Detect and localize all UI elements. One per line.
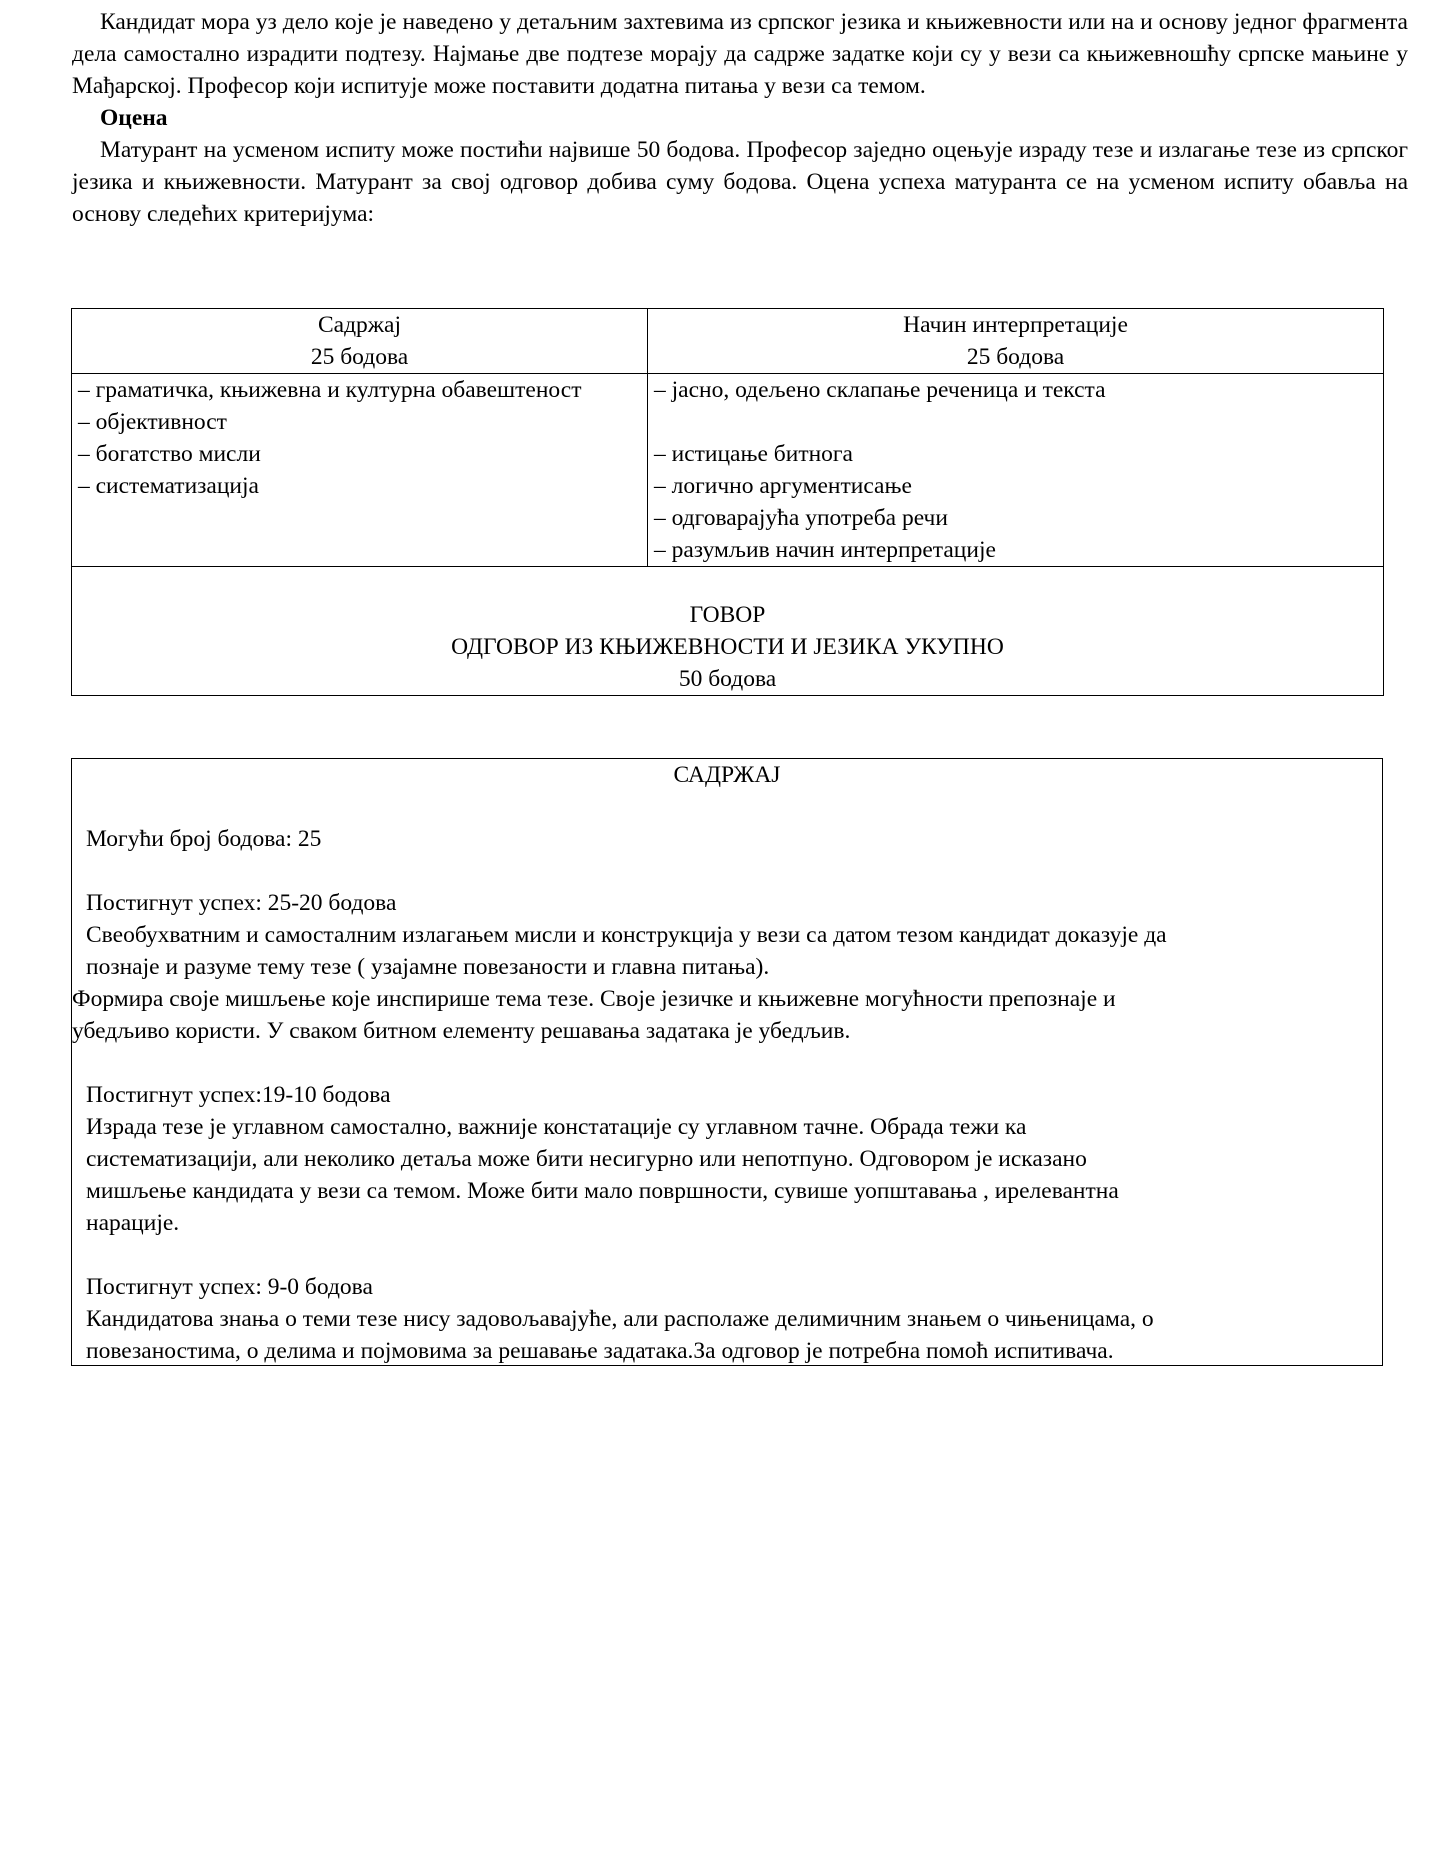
total-line-2: ОДГОВОР ИЗ КЊИЖЕВНОСТИ И ЈЕЗИКА УКУПНО xyxy=(451,634,1004,660)
level-text-line: нарације. xyxy=(86,1210,180,1236)
grading-heading: Оцена xyxy=(100,105,168,131)
level-text-line: мишљење кандидата у вези са темом. Може бити мало површности, сувише уопштавања , ирелевантна xyxy=(86,1178,1119,1204)
level-text-line: познаје и разуме тему тезе ( узајамне повезаности и главна питања). xyxy=(86,954,770,980)
list-item: – логично аргументисање xyxy=(654,473,912,499)
level-text-line: Израда тезе је углавном самостално, важније констатације су углавном тачне. Обрада тежи ка xyxy=(86,1114,1027,1140)
level-text-line: систематизацији, али неколико детаља може бити несигурно или непотпуно. Одговором је исказано xyxy=(86,1146,1087,1172)
interpretation-criteria-list xyxy=(648,374,1384,567)
content-box-title: САДРЖАЈ xyxy=(673,762,781,788)
list-item: – одговарајућа употреба речи xyxy=(654,505,948,531)
criteria-table xyxy=(71,308,1384,696)
list-item: – богатство мисли xyxy=(78,441,261,467)
list-item: – систематизација xyxy=(78,473,259,499)
level-block-high xyxy=(72,887,1368,1047)
list-item: – разумљив начин интерпретације xyxy=(654,537,996,563)
list-item xyxy=(654,406,1377,438)
level-block-mid xyxy=(86,1079,1368,1239)
list-item: – граматичка, књижевна и културна обавештеност xyxy=(78,377,582,403)
interpretation-column-points: 25 бодова xyxy=(966,344,1065,370)
total-line-3: 50 бодова xyxy=(678,666,777,692)
max-points-block xyxy=(86,823,1368,855)
intro-paragraph: Кандидат мора уз дело које је наведено у детаљним захтевима из српског језика и књижевности или на и основу једног фрагмента дела самостално израдити подтезу. Најмање две подтезе морају да садрже задатке који су у вези са књижевношћу српске мањине у Мађарској. Професор који испитује може поставити додатна питања у вези са темом. xyxy=(72,9,1408,99)
level-label: Постигнут успех: 25-20 бодова xyxy=(86,890,397,916)
content-column-title: Садржај xyxy=(317,312,401,338)
content-criteria-list xyxy=(72,374,648,567)
list-item: – објективност xyxy=(78,409,227,435)
content-grading-box xyxy=(71,758,1383,1366)
level-label: Постигнут успех: 9-0 бодова xyxy=(86,1274,373,1300)
level-label: Постигнут успех:19-10 бодова xyxy=(86,1082,391,1108)
content-column-points: 25 бодова xyxy=(310,344,409,370)
total-line-1: ГОВОР xyxy=(689,602,766,628)
level-text-line: Кандидатова знања о теми тезе нису задовољавајуће, али располаже делимичним знањем о чињеницама, о xyxy=(86,1306,1154,1332)
level-text-line: Свеобухватним и самосталним излагањем мисли и конструкција у вези са датом тезом кандидат доказује да xyxy=(86,922,1167,948)
content-column-header xyxy=(72,309,648,374)
intro-section xyxy=(72,6,1408,230)
list-item: – истицање битнога xyxy=(654,441,853,467)
level-text-line: Формира своје мишљење које инспирише тема тезе. Своје језичке и књижевне могућности препознаје и xyxy=(72,986,1116,1012)
interpretation-column-title: Начин интерпретације xyxy=(903,312,1128,338)
level-block-low xyxy=(86,1271,1368,1367)
grading-paragraph: Матурант на усменом испиту може постићи највише 50 бодова. Професор заједно оцењује израду тезе и излагање тезе из српског језика и књижевности. Матурант за свој одговор добива суму бодова. Оцена успеха матуранта се на усменом испиту обавља на основу следећих критеријума: xyxy=(72,137,1408,227)
level-text-line: повезаностима, о делима и појмовима за решавање задатака.За одговор је потребна помоћ испитивача. xyxy=(86,1338,1114,1364)
list-item: – јасно, одељено склапање реченица и текста xyxy=(654,377,1106,403)
max-points-label: Могући број бодова: 25 xyxy=(86,826,322,852)
level-text-line: убедљиво користи. У сваком битном елементу решавања задатака је убедљив. xyxy=(72,1018,851,1044)
total-row xyxy=(72,567,1384,696)
interpretation-column-header xyxy=(648,309,1384,374)
